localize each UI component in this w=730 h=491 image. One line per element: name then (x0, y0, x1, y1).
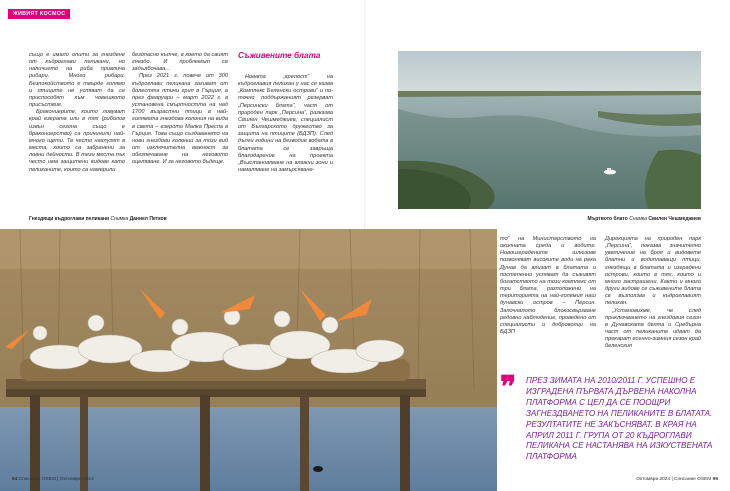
section-heading: Съживените блата (238, 51, 321, 60)
photo-caption-pelicans (29, 216, 349, 222)
paragraph: то“ на Министерството на околната среда и водите. Новоизградените шлюзове позволяват високите води на река Дунав да влизат в блатата и постепенно успяват да съживят богатството на този комплекс от три блата, разположени на територията на най-големия наш дунавски остров – Персин. Започналото блокосвързване редовно наблюдение, проведено от специалисти и доброволци на БДЗП (500, 236, 596, 336)
paragraph: През 2021 г. повече от 300 къдроглави пеликана загиват от болестта птичи грип в Гърция, а през февруари – март 2022 г. в установена смъртността на над 1700 възрастни птици в най-голямата гнездова колония на вида в света – езерото Малка Преспа в Гърция. Това също създаването на нови гнездови колонии за този вид от изключителна важност за обезпечаване на неговото оцеляване. И за неговото бъдеще. (132, 73, 228, 166)
photo-caption-marsh (520, 216, 701, 222)
footer-left (12, 477, 94, 482)
quote-mark-icon: ❞ (500, 371, 517, 404)
pelicans-on-platform-image (0, 229, 497, 491)
page-number: 94 (12, 477, 18, 482)
paragraph: безопасно кътче, в което да свият гнездо. И проблемът се задълбочава… (132, 52, 228, 73)
caption-author: Свилен Чешмеджиев (648, 216, 701, 222)
caption-author: Даниел Петков (129, 216, 167, 222)
text-column-1 (29, 52, 125, 174)
text-column-2 (132, 52, 228, 167)
page-number: 95 (712, 477, 718, 482)
footer-right (636, 477, 718, 482)
text-column-4 (500, 236, 596, 336)
pull-quote: ПРЕЗ ЗИМАТА НА 2010/2011 Г. УСПЕШНО Е ИЗГРАДЕНА ПЪРВАТА ДЪРВЕНА НАКОЛНА ПЛАТФОРМА С ЦЕЛ ДА СЕ ПООЩРИ ЗАГНЕЗДВАНЕТО НА ПЕЛИКАНИТЕ В БЛАТАТА. РЕЗУЛТАТИТЕ НЕ ЗАКЪСНЯВАТ. В КРАЯ НА АПРИЛ 2011 Г. ГРУПА ОТ 20 КЪДРОГЛАВИ ПЕЛИКАНА СЕ НАСТАНЯВА НА ИЗКУСТВЕНАТА ПЛАТФОРМА (526, 376, 713, 462)
section-tag: ЖИВИЯТ КОСМОС (8, 9, 70, 19)
paragraph: Дирекцията на природен парк „Персина“, показва значително увеличение на броя и видовете блатни и водоплаващи птици, гнездящи в блатата и изградени острови, които в тях, които и много застрашени. Както и много други видове се съживените блата се възползва и къдроглавият пеликан. (605, 236, 701, 307)
paragraph: „Установихме, че след приключването на гнездовия сезон в Дунавската делта и Сребърна част от пеликаните идват да прекарат есенно-зимния сезон край беленския (605, 307, 701, 350)
caption-title: Гнездящи къдроглави пеликани (29, 216, 110, 222)
footer-text: Списание OSEM | Октомври 2024 (18, 477, 94, 482)
caption-credit: Снимка (110, 216, 129, 222)
text-column-5 (605, 236, 701, 351)
caption-title: Мъртвото блато (587, 216, 628, 222)
text-column-3 (238, 74, 333, 174)
photo-dead-marsh (398, 51, 701, 209)
paragraph: Бракониерите, които ловуват край езерата или в тях (риболов извън сезона също е бракониерство) са причинили най-много щети. Те често нахлузят в места, които са забранени за ловни дейности. В тези места пък често има защитени видове като пеликаните, които са намерили (29, 109, 125, 173)
river-landscape-image (398, 51, 701, 209)
paragraph: Новата „крепост“ на къдроглавия пеликан у нас се казва „Комплекс Беленски острови“ и по-точно поддържаният резерват „Персински блата“, част от природен парк „Персина“, разказва Свилен Чешмеджиев, специалист от Българското дружество за защита на птиците (БДЗП). След дълги години на безводие водата в блатата се завръща благодарение на проекта „Възстановяване на влажни зони и намаляване на замърсяване- (238, 74, 333, 174)
paragraph: също е имало опити за гнездене от къдроглави пеликани, но наличието на риба привлича рибари. Много рибари. Безпокойството е твърде голямо и птиците не успяват да се приспособят към човешкото присъствие. (29, 52, 125, 109)
photo-pelicans-platform (0, 229, 497, 491)
footer-text: Октомври 2024 | Списание OSEM (636, 477, 712, 482)
caption-credit: Снимка (629, 216, 647, 222)
